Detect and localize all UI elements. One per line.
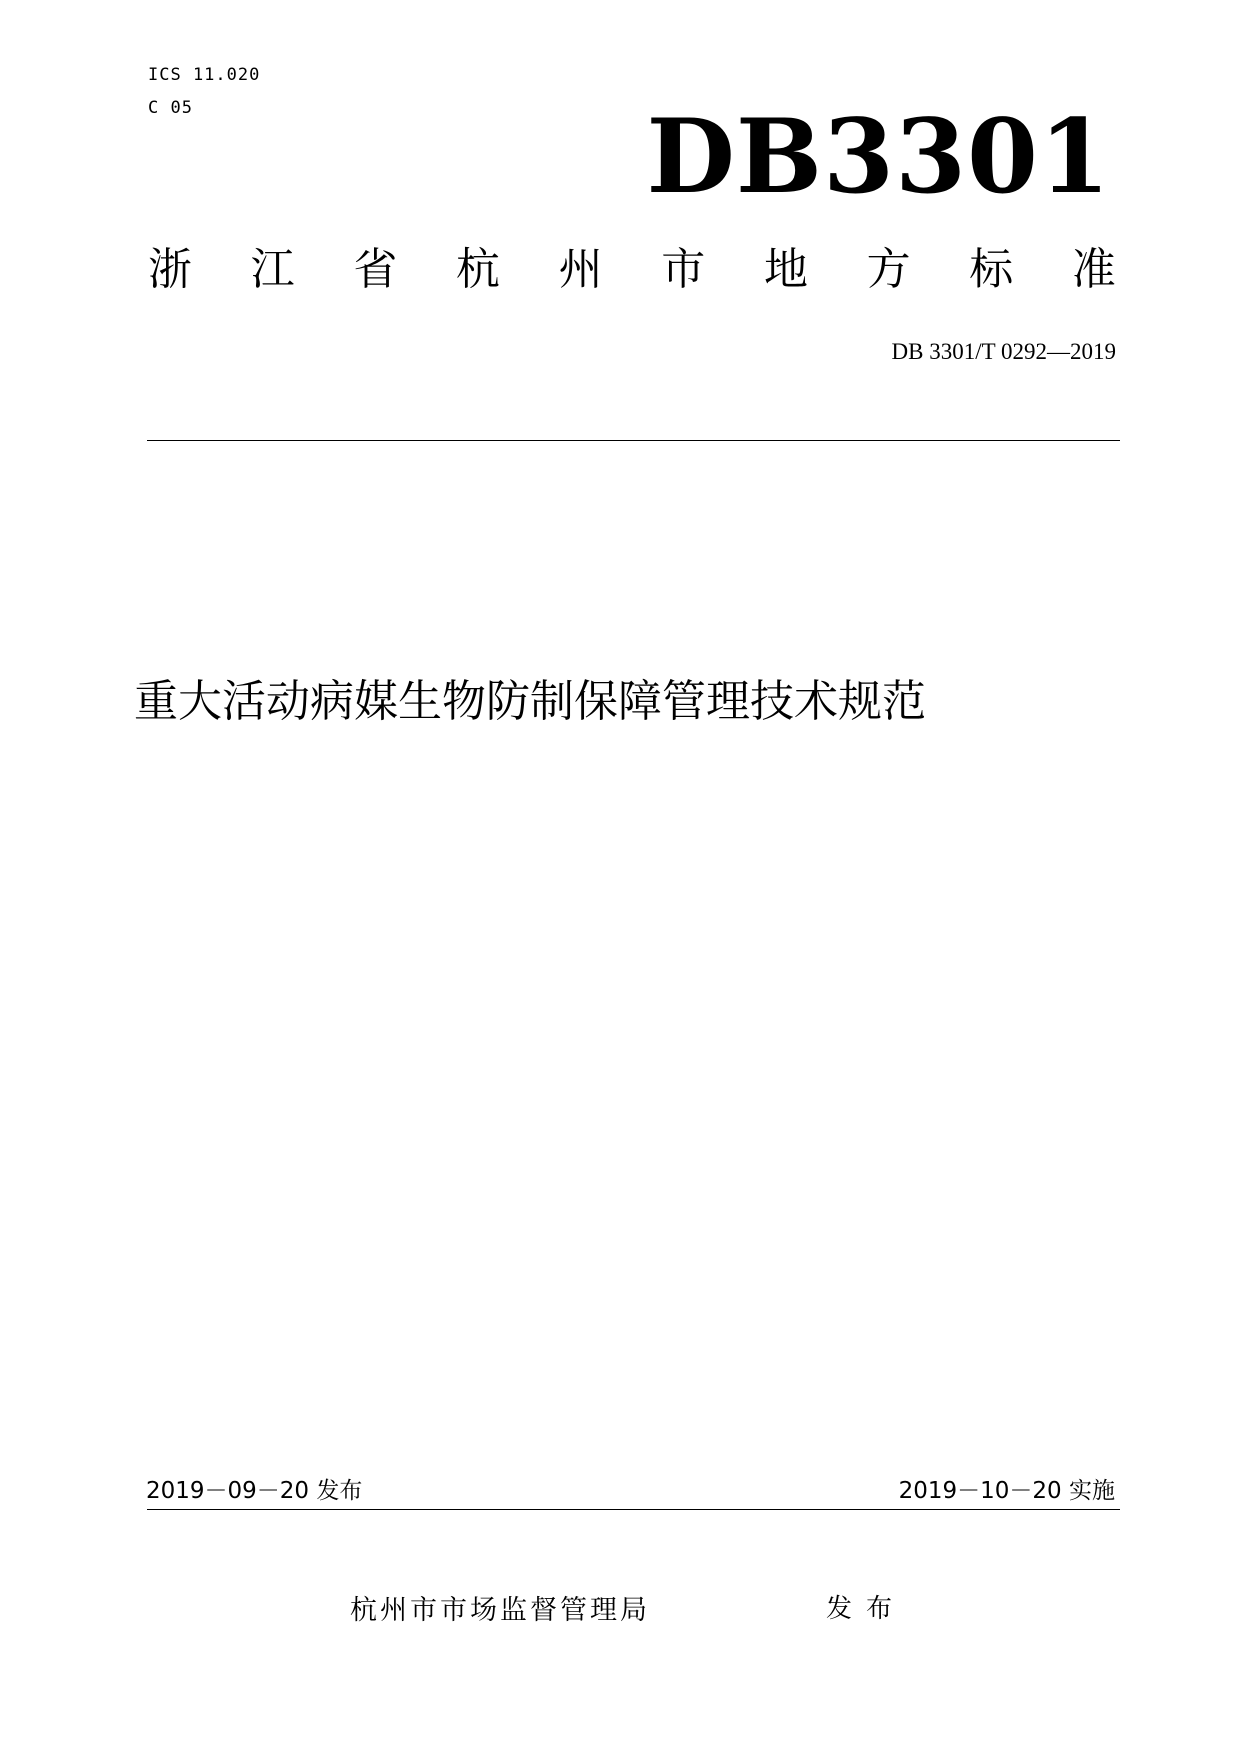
implementation-date: 2019－10－20 实施 — [898, 1478, 1115, 1504]
standard-type — [148, 242, 1116, 298]
header-divider — [147, 440, 1120, 441]
ics-code: ICS 11.020 — [148, 65, 261, 85]
standard-type-char: 杭 — [455, 244, 500, 295]
standard-type-char: 市 — [661, 244, 706, 295]
standard-type-char: 江 — [250, 244, 295, 295]
standard-type-char: 州 — [558, 244, 603, 295]
standard-type-char: 方 — [866, 244, 911, 295]
issue-date: 2019－09－20 发布 — [146, 1478, 363, 1504]
footer-divider — [147, 1509, 1120, 1510]
standard-type-char: 地 — [763, 244, 808, 295]
standard-type-char: 准 — [1071, 244, 1116, 295]
standard-type-char: 省 — [353, 244, 398, 295]
document-title: 重大活动病媒生物防制保障管理技术规范 — [134, 676, 926, 727]
standard-number: DB 3301/T 0292—2019 — [891, 339, 1116, 364]
publisher-name: 杭州市市场监督管理局 — [350, 1595, 650, 1626]
standard-type-char: 浙 — [148, 244, 192, 295]
standard-type-char: 标 — [969, 244, 1014, 295]
standard-code: DB3301 — [646, 97, 1111, 217]
ccs-code: C 05 — [148, 98, 193, 118]
publish-label: 发布 — [826, 1594, 907, 1624]
